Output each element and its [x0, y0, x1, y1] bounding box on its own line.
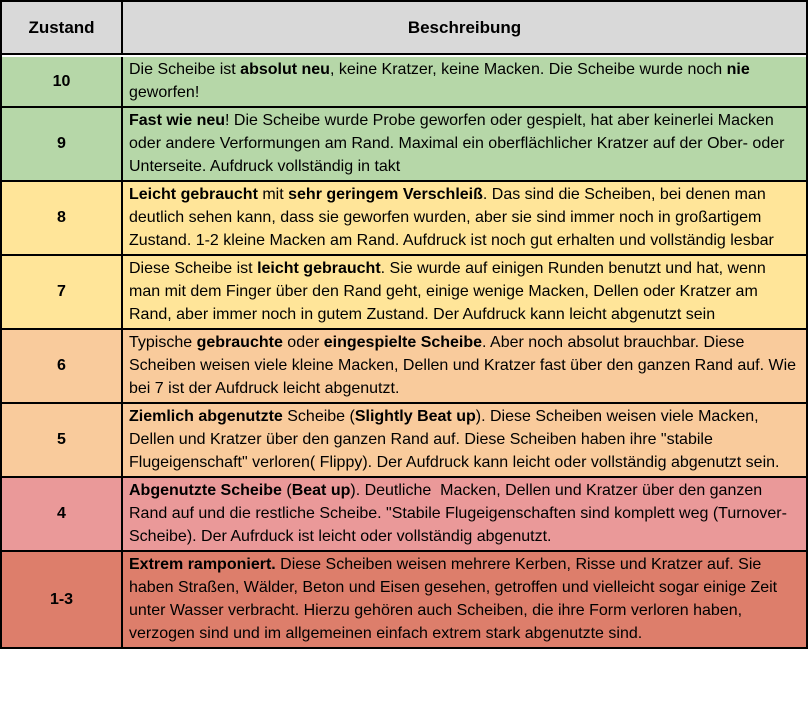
description-bold-text: Ziemlich abgenutzte: [129, 408, 283, 425]
description-bold-text: Leicht gebraucht: [129, 186, 258, 203]
condition-value: 9: [57, 135, 66, 152]
condition-description: Extrem ramponiert. Diese Scheiben weisen mehrere Kerben, Risse und Kratzer auf. Sie haben Straßen, Wälder, Beton und Eisen gesehen, getroffen und vielleicht sogar einige Zeit unter Wasser verbracht. Hierzu gehören auch Scheiben, die ihre Form verloren haben, verzogen sind und im allgemeinen einfach extrem stark abgenutzte sind.: [121, 552, 806, 647]
condition-value: 8: [57, 209, 66, 226]
condition-description: Diese Scheibe ist leicht gebraucht. Sie wurde auf einigen Runden benutzt und hat, wenn man mit dem Finger über den Rand geht, einige wenige Macken, Dellen oder Kratzer am Rand, aber immer noch in gutem Zustand. Der Aufdruck kann leicht abgenutzt sein: [121, 256, 806, 328]
condition-value: 5: [57, 431, 66, 448]
condition-value: 1-3: [49, 590, 74, 608]
table-row: [2, 57, 806, 106]
condition-description: Ziemlich abgenutzte Scheibe (Slightly Beat up). Diese Scheiben weisen viele Macken, Dellen und Kratzer über den ganzen Rand auf. Diese Scheiben haben ihre "stabile Flugeigenschaft" verloren( Flippy). Der Aufdruck kann leicht oder vollständig abgenutzt sein.: [121, 404, 806, 476]
condition-description: Leicht gebraucht mit sehr geringem Verschleiß. Das sind die Scheiben, bei denen man deutlich sehen kann, dass sie geworfen wurden, aber sie sind immer noch in großartigem Zustand. 1-2 kleine Macken am Rand. Aufdruck ist noch gut erhalten und vollständig lesbar: [121, 182, 806, 254]
table-row: [2, 550, 806, 647]
header-description: Beschreibung: [121, 2, 806, 53]
condition-value: 7: [57, 283, 66, 300]
description-bold-text: Abgenutzte Scheibe: [129, 482, 282, 499]
condition-value: 4: [57, 505, 66, 522]
condition-value: 6: [57, 357, 66, 374]
condition-description: Die Scheibe ist absolut neu, keine Kratzer, keine Macken. Die Scheibe wurde noch nie geworfen!: [121, 57, 806, 106]
table-row: [2, 106, 806, 180]
table-header: [2, 2, 806, 55]
description-bold-text: eingespielte Scheibe: [323, 334, 483, 351]
description-bold-text: leicht gebraucht: [257, 260, 381, 277]
description-bold-text: Beat up: [291, 482, 351, 499]
description-bold-text: Slightly Beat up: [354, 408, 476, 425]
table-row: [2, 476, 806, 550]
description-bold-text: gebrauchte: [196, 334, 283, 351]
table-body: [2, 57, 806, 647]
condition-description: Typische gebrauchte oder eingespielte Scheibe. Aber noch absolut brauchbar. Diese Scheiben weisen viele kleine Macken, Dellen und Kratzer fast über den ganzen Rand auf. Wie bei 7 ist der Aufdruck leicht abgenutzt.: [121, 330, 806, 402]
table-row: [2, 402, 806, 476]
description-bold-text: nie: [726, 61, 750, 78]
header-condition: Zustand: [28, 17, 95, 37]
description-bold-text: Extrem ramponiert.: [129, 556, 276, 573]
table-row: [2, 254, 806, 328]
table-row: [2, 328, 806, 402]
condition-description: Fast wie neu! Die Scheibe wurde Probe geworfen oder gespielt, hat aber keinerlei Macken oder andere Verformungen am Rand. Maximal ein oberflächlicher Kratzer auf der Ober- oder Unterseite. Aufdruck vollständig in takt: [121, 108, 806, 180]
description-bold-text: sehr geringem Verschleiß: [288, 186, 483, 203]
condition-value: 10: [52, 72, 71, 90]
condition-description: Abgenutzte Scheibe (Beat up). Deutliche Macken, Dellen und Kratzer über den ganzen Rand auf und die restliche Scheibe. "Stabile Flugeigenschaften sind komplett weg (Turnover-Scheibe). Der Aufrduck ist leicht oder vollständig abgenutzt.: [121, 478, 806, 550]
description-bold-text: Fast wie neu: [129, 112, 226, 129]
table-row: [2, 180, 806, 254]
description-bold-text: absolut neu: [240, 61, 330, 78]
